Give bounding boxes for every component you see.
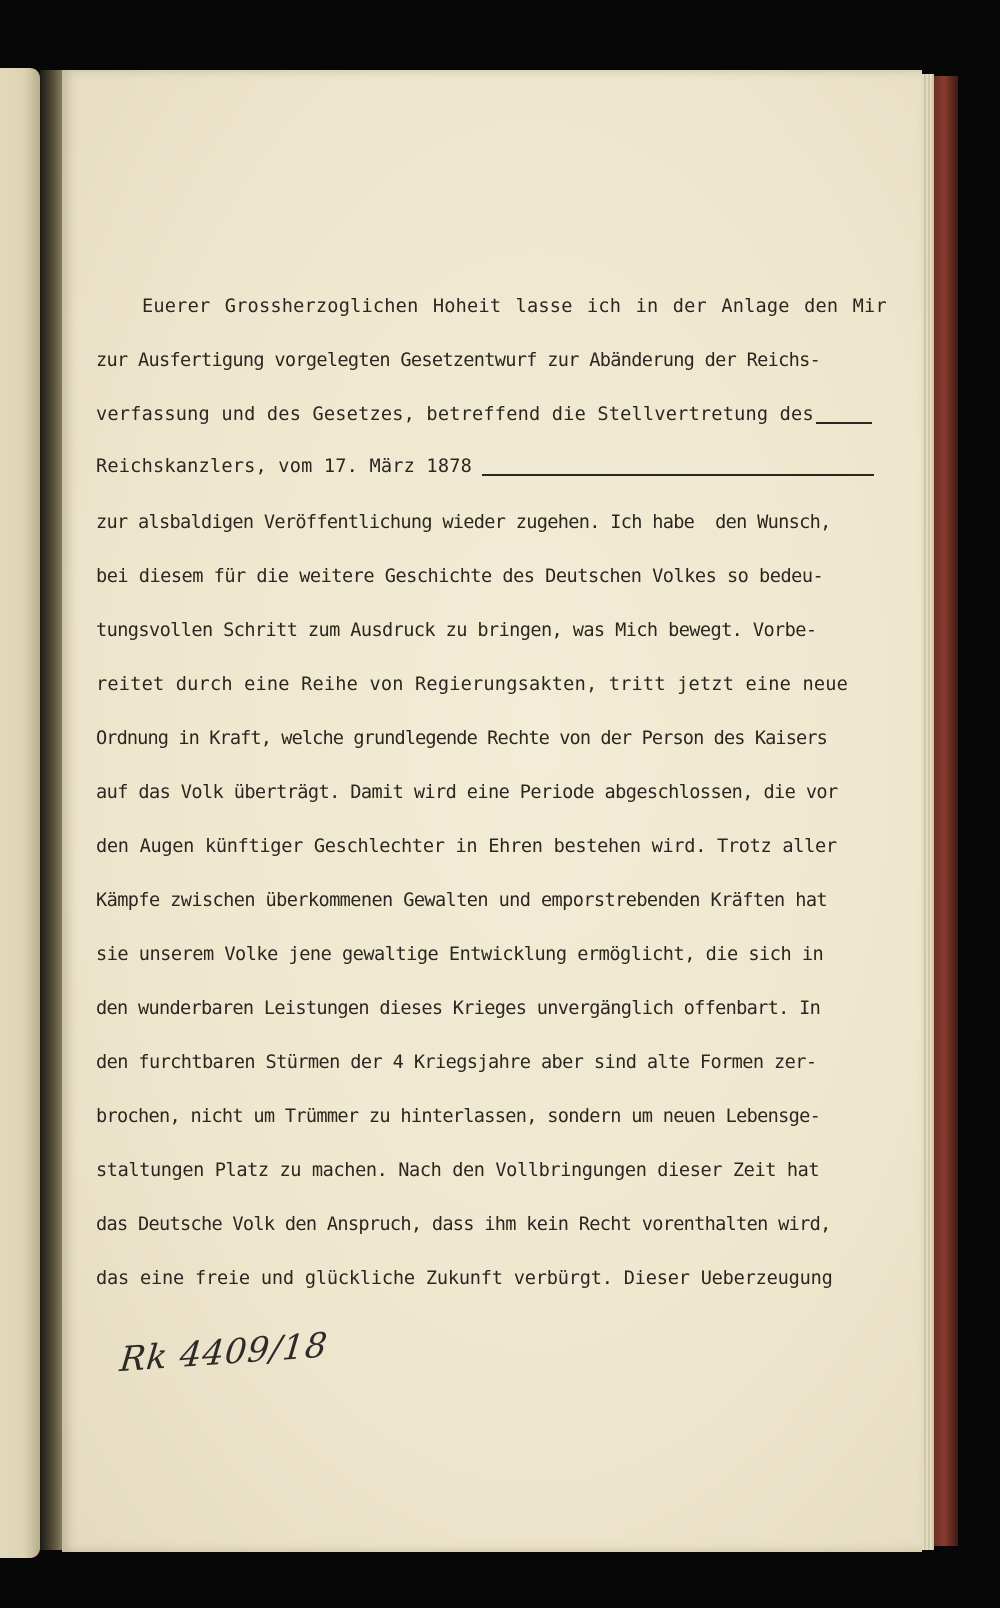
text-line-2: zur Ausfertigung vorgelegten Gesetzentwurf zur Abänderung der Reichs-: [96, 350, 821, 371]
text-line-8: reitet durch eine Reihe von Regierungsakten, tritt jetzt eine neue: [96, 674, 849, 695]
text-line-17: staltungen Platz zu machen. Nach den Vollbringungen dieser Zeit hat: [96, 1160, 820, 1181]
text-line-4: Reichskanzlers, vom 17. März 1878: [96, 456, 473, 477]
text-line-6: bei diesem für die weitere Geschichte des Deutschen Volkes so bedeu-: [96, 566, 824, 587]
text-line-1: Euerer Grossherzoglichen Hoheit lasse ich in der Anlage den Mir: [142, 296, 887, 317]
left-page-edge: [0, 68, 40, 1558]
text-line-9: Ordnung in Kraft, welche grundlegende Rechte von der Person des Kaisers: [96, 728, 827, 749]
text-line-13: sie unserem Volke jene gewaltige Entwicklung ermöglicht, die sich in: [96, 944, 824, 965]
handwritten-archive-number: Rk 4409/18: [117, 1325, 330, 1381]
text-line-11: den Augen künftiger Geschlechter in Ehren bestehen wird. Trotz aller: [96, 836, 837, 857]
text-line-19: das eine freie und glückliche Zukunft verbürgt. Dieser Ueberzeugung: [96, 1268, 833, 1289]
text-line-14: den wunderbaren Leistungen dieses Krieges unvergänglich offenbart. In: [96, 998, 821, 1019]
text-line-16: brochen, nicht um Trümmer zu hinterlassen, sondern um neuen Lebensge-: [96, 1106, 821, 1127]
text-line-12: Kämpfe zwischen überkommenen Gewalten und emporstrebenden Kräften hat: [96, 890, 828, 911]
text-line-10: auf das Volk überträgt. Damit wird eine Periode abgeschlossen, die vor: [96, 782, 838, 803]
document-page: [62, 70, 922, 1552]
text-line-5: zur alsbaldigen Veröffentlichung wieder zugehen. Ich habe den Wunsch,: [96, 512, 831, 533]
text-line-7: tungsvollen Schritt zum Ausdruck zu bringen, was Mich bewegt. Vorbe-: [96, 620, 817, 641]
fill-rule-2: [482, 474, 874, 476]
book-cover-edge: [930, 76, 958, 1546]
text-line-18: das Deutsche Volk den Anspruch, dass ihm kein Recht vorenthalten wird,: [96, 1214, 831, 1235]
text-line-15: den furchtbaren Stürmen der 4 Kriegsjahre aber sind alte Formen zer-: [96, 1052, 817, 1073]
fill-rule-1: [816, 422, 872, 424]
text-line-3: verfassung und des Gesetzes, betreffend die Stellvertretung des: [96, 404, 814, 425]
